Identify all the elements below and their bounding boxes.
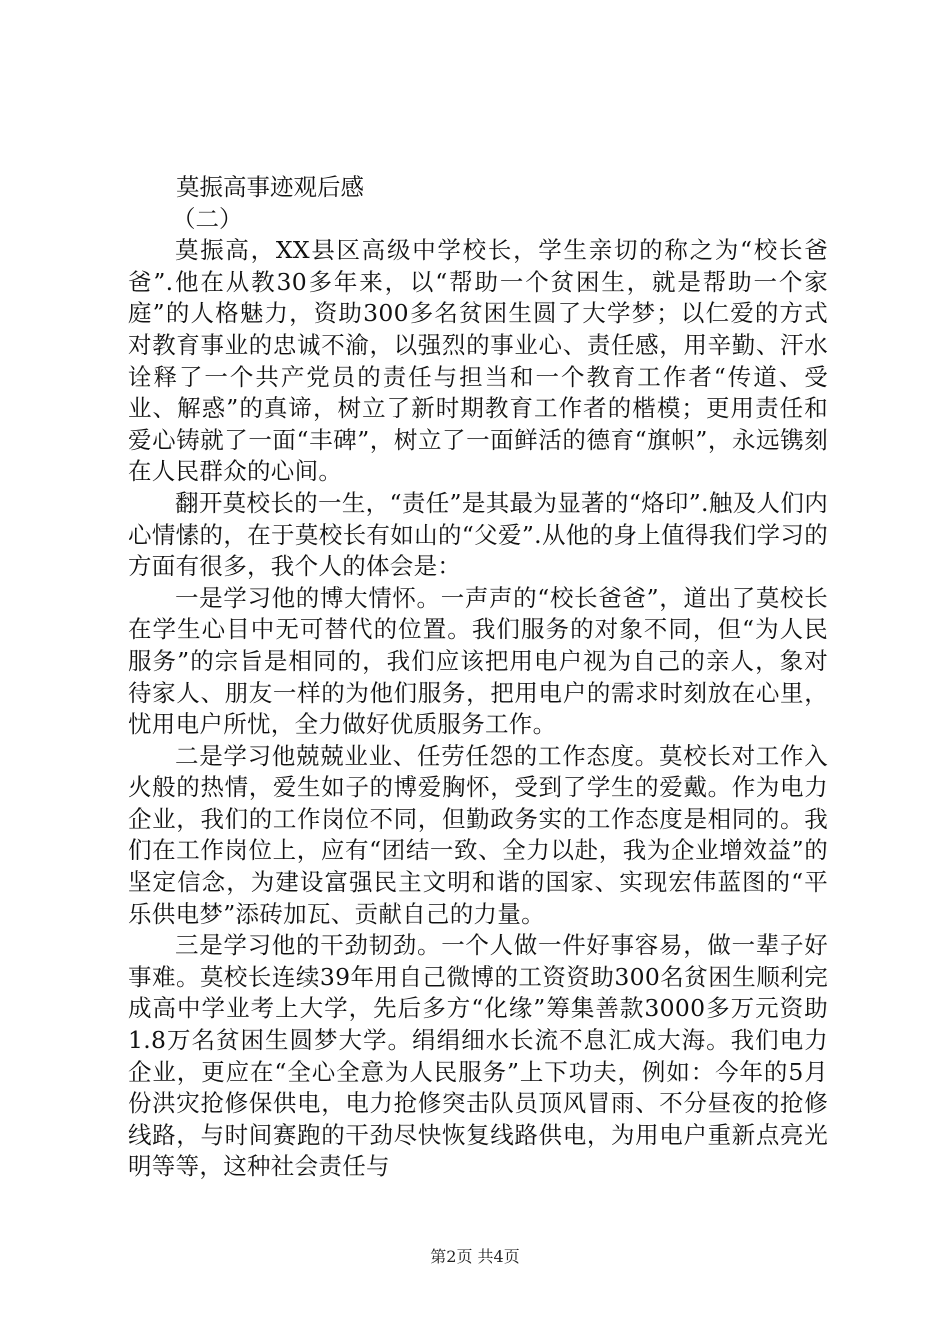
paragraph-point-one: 一是学习他的博大情怀。一声声的“校长爸爸”，道出了莫校长在学生心目中无可替代的位置。我们服务的对象不同，但“为人民服务”的宗旨是相同的，我们应该把用电户视为自己的亲人，象对待家人、朋友一样的为他们服务，把用电户的需求时刻放在心里，忧用电户所忧，全力做好优质服务工作。	[128, 583, 828, 739]
document-subtitle: （二）	[172, 204, 243, 233]
document-body	[128, 172, 828, 1183]
document-title: 莫振高事迹观后感	[176, 173, 364, 201]
page-number-footer: 第2页 共4页	[430, 1247, 520, 1266]
paragraph-intro: 莫振高，XX县区高级中学校长，学生亲切的称之为“校长爸爸”.他在从教30多年来，以“帮助一个贫困生，就是帮助一个家庭”的人格魅力，资助300多名贫困生圆了大学梦；以仁爱的方式对教育事业的忠诚不渝，以强烈的事业心、责任感，用辛勤、汗水诠释了一个共产党员的责任与担当和一个教育工作者“传道、受业、解惑”的真谛，树立了新时期教育工作者的楷模；更用责任和爱心铸就了一面“丰碑”，树立了一面鲜活的德育“旗帜”，永远镌刻在人民群众的心间。	[128, 236, 828, 486]
paragraph-point-three: 三是学习他的干劲韧劲。一个人做一件好事容易，做一辈子好事难。莫校长连续39年用自己微博的工资资助300名贫困生顺利完成高中学业考上大学，先后多方“化缘”筹集善款3000多万元资助1.8万名贫困生圆梦大学。绢绢细水长流不息汇成大海。我们电力企业，更应在“全心全意为人民服务”上下功夫，例如：今年的5月份洪灾抢修保供电，电力抢修突击队员顶风冒雨、不分昼夜的抢修线路，与时间赛跑的干劲尽快恢复线路供电，为用电户重新点亮光明等等，这种社会责任与	[128, 931, 828, 1181]
paragraph-point-two: 二是学习他兢兢业业、任劳任怨的工作态度。莫校长对工作入火般的热情，爱生如子的博爱胸怀，受到了学生的爱戴。作为电力企业，我们的工作岗位不同，但勤政务实的工作态度是相同的。我们在工作岗位上，应有“团结一致、全力以赴，我为企业增效益”的坚定信念，为建设富强民主文明和谐的国家、实现宏伟蓝图的“平乐供电梦”添砖加瓦、贡献自己的力量。	[128, 741, 828, 928]
paragraph-responsibility: 翻开莫校长的一生，“责任”是其最为显著的“烙印”.触及人们内心情愫的，在于莫校长有如山的“父爱”.从他的身上值得我们学习的方面有很多，我个人的体会是：	[128, 488, 828, 581]
